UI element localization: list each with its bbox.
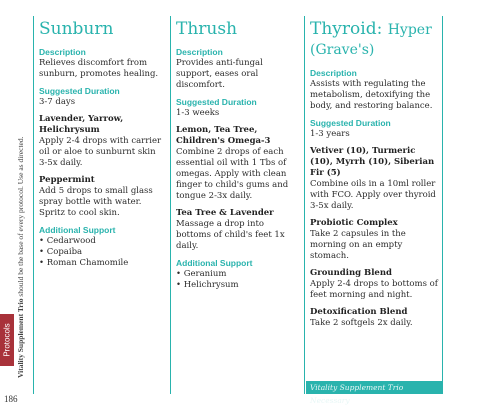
list-item: • Helichrysum	[176, 280, 300, 291]
list-item: • Roman Chamomile	[39, 258, 166, 269]
duration-text: 1-3 years	[310, 129, 350, 139]
vertical-note-bold: Vitality Supplement Trio	[16, 298, 25, 378]
additional-support-list	[176, 269, 300, 291]
protocol-name: Probiotic Complex	[310, 218, 398, 228]
duration-label: Suggested Duration	[176, 97, 257, 107]
vertical-note	[16, 137, 25, 378]
column-thrush	[171, 16, 305, 394]
page-number: 186	[4, 394, 18, 404]
additional-support-label: Additional Support	[176, 258, 253, 268]
duration-label: Suggested Duration	[39, 86, 120, 96]
additional-support-list	[39, 236, 166, 269]
protocol-name: Peppermint	[39, 175, 95, 185]
description-label: Description	[310, 68, 357, 78]
supplement-trio-footer: Vitality Supplement Trio Necessary	[306, 381, 443, 394]
description-text: Assists with regulating the metabolism, detoxifying the body, and restoring balance.	[310, 79, 433, 111]
protocol-name: Vetiver (10), Turmeric (10), Myrrh (10), Siberian Fir (5)	[310, 146, 435, 178]
duration-label: Suggested Duration	[310, 118, 391, 128]
protocol-text: Combine 2 drops of each essential oil with 1 Tbs of omegas. Apply with clean finger to child's gums and tongue 2-3x daily.	[176, 147, 289, 201]
protocol-text: Take 2 capsules in the morning on an empty stomach.	[310, 229, 406, 261]
column-title-sub: Hyper (Grave's)	[310, 22, 432, 58]
protocol-text: Combine oils in a 10ml roller with FCO. Apply over thyroid 3-5x daily.	[310, 179, 436, 211]
protocol-name: Grounding Blend	[310, 268, 392, 278]
vertical-note-rest: should be the base of every protocol. Use as directed.	[16, 136, 25, 299]
column-title-main: Thyroid:	[310, 19, 383, 39]
protocol-name: Lemon, Tea Tree, Children's Omega-3	[176, 125, 271, 146]
protocol-table	[33, 16, 443, 405]
side-tab-label: Protocols	[2, 323, 12, 357]
description-text: Relieves discomfort from sunburn, promotes healing.	[39, 58, 159, 79]
list-item: • Cedarwood	[39, 236, 166, 247]
duration-text: 3-7 days	[39, 97, 76, 107]
protocol-text: Apply 2-4 drops with carrier oil or aloe to sunburnt skin 3-5x daily.	[39, 136, 162, 168]
protocol-name: Lavender, Yarrow, Helichrysum	[39, 114, 124, 135]
protocol-text: Apply 2-4 drops to bottoms of feet morning and night.	[310, 279, 438, 300]
list-item: • Copaiba	[39, 247, 166, 258]
column-title: Sunburn	[39, 19, 114, 39]
description-label: Description	[39, 47, 86, 57]
column-thyroid	[305, 16, 443, 394]
column-title: Thrush	[176, 19, 238, 39]
protocol-name: Tea Tree & Lavender	[176, 208, 274, 218]
description-text: Provides anti-fungal support, eases oral discomfort.	[176, 58, 263, 90]
duration-text: 1-3 weeks	[176, 108, 220, 118]
protocols-side-tab	[0, 314, 14, 366]
column-title	[310, 20, 438, 60]
protocol-text: Add 5 drops to small glass spray bottle with water. Spritz to cool skin.	[39, 186, 153, 218]
additional-support-label: Additional Support	[39, 225, 116, 235]
column-sunburn	[33, 16, 171, 394]
protocol-text: Massage a drop into bottoms of child's feet 1x daily.	[176, 219, 285, 251]
protocol-text: Take 2 softgels 2x daily.	[310, 318, 413, 328]
description-label: Description	[176, 47, 223, 57]
protocol-name: Detoxification Blend	[310, 307, 408, 317]
list-item: • Geranium	[176, 269, 300, 280]
